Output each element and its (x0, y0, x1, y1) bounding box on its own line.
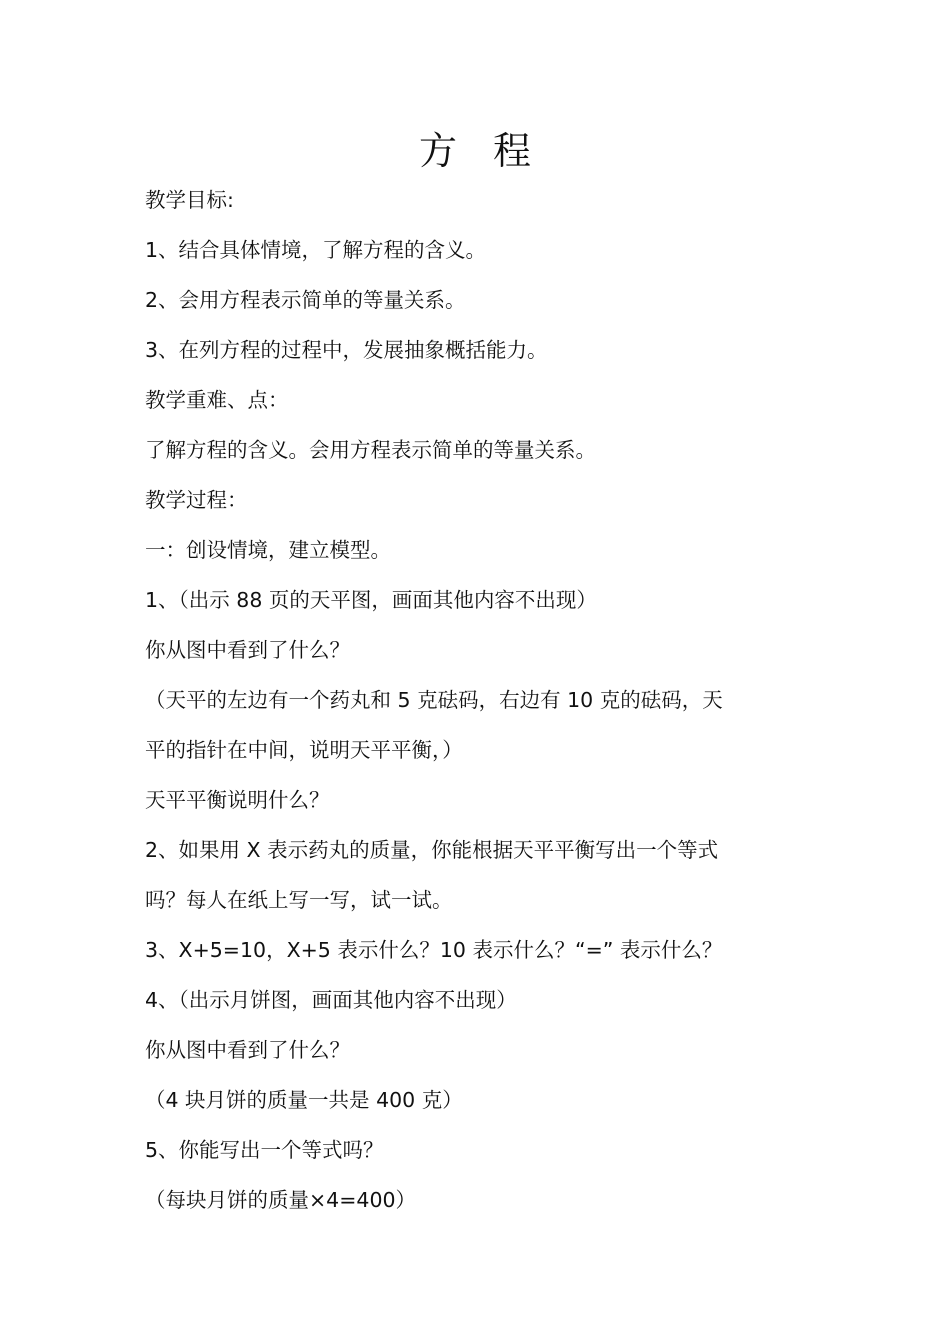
heading-teaching-process: 教学过程： (145, 488, 248, 512)
step-1-answer-line-2: 平的指针在中间，说明天平平衡，） (145, 738, 463, 762)
heading-key-difficulties: 教学重难、点： (145, 388, 289, 412)
step-1-answer-line-1: （天平的左边有一个药丸和 5 克砝码，右边有 10 克的砝码，天 (145, 688, 723, 712)
step-5: 5、你能写出一个等式吗？ (145, 1138, 384, 1162)
step-3: 3、X+5=10，X+5 表示什么？10 表示什么？“=” 表示什么？ (145, 938, 723, 962)
step-4-answer: （4 块月饼的质量一共是 400 克） (145, 1088, 463, 1112)
balance-question: 天平平衡说明什么？ (145, 788, 330, 812)
step-4: 4、（出示月饼图，画面其他内容不出现） (145, 988, 517, 1012)
section-1-heading: 一：创设情境，建立模型。 (145, 538, 391, 562)
step-1: 1、（出示 88 页的天平图，画面其他内容不出现） (145, 588, 597, 612)
heading-teaching-objectives: 教学目标: (145, 188, 234, 212)
step-4-question: 你从图中看到了什么？ (145, 1038, 350, 1062)
objective-3: 3、在列方程的过程中，发展抽象概括能力。 (145, 338, 548, 362)
step-2-line-2: 吗？每人在纸上写一写，试一试。 (145, 888, 453, 912)
step-5-answer: （每块月饼的质量×4=400） (145, 1188, 417, 1212)
step-1-question: 你从图中看到了什么？ (145, 638, 350, 662)
objective-2: 2、会用方程表示简单的等量关系。 (145, 288, 466, 312)
objective-1: 1、结合具体情境，了解方程的含义。 (145, 238, 487, 262)
step-2-line-1: 2、如果用 X 表示药丸的质量，你能根据天平平衡写出一个等式 (145, 838, 719, 862)
key-difficulties-text: 了解方程的含义。会用方程表示简单的等量关系。 (145, 438, 596, 462)
document-title: 方程 (418, 129, 567, 173)
